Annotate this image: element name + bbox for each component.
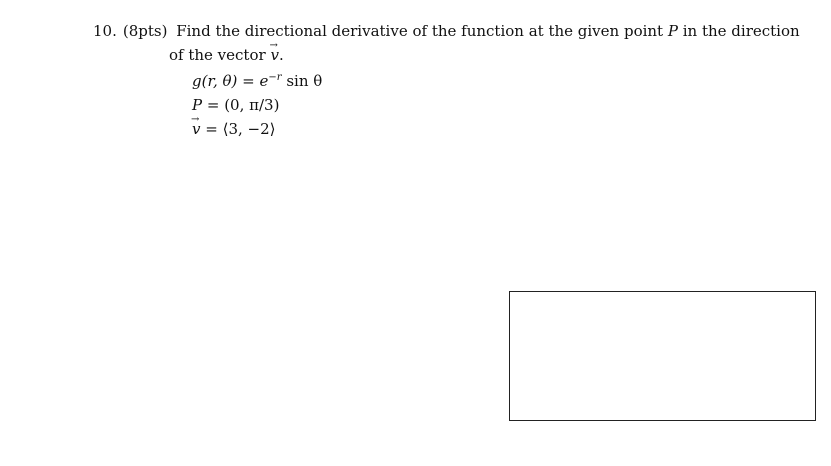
problem-number: 10. xyxy=(93,22,117,40)
vector-equation xyxy=(192,117,322,141)
problem-prompt-part2: in the direction xyxy=(682,22,800,40)
given-equations xyxy=(192,69,322,141)
vector-symbol: → v xyxy=(270,43,278,67)
function-equation xyxy=(192,69,322,93)
point-lhs: P xyxy=(192,96,203,114)
problem-line-1 xyxy=(93,19,813,43)
vector-lhs: → v xyxy=(192,117,200,141)
point-symbol: P xyxy=(667,22,678,40)
problem-statement xyxy=(93,19,813,67)
function-rhs: sin θ xyxy=(281,72,323,90)
problem-line-2 xyxy=(93,43,813,67)
problem-points: (8pts) xyxy=(122,22,168,40)
point-rhs: = (0, π/3) xyxy=(202,96,280,114)
answer-box[interactable] xyxy=(509,291,816,421)
problem-line2-prefix: of the vector xyxy=(169,46,266,64)
vector-rhs: = ⟨3, −2⟩ xyxy=(200,120,276,138)
function-lhs: g(r, θ) = e xyxy=(192,72,269,90)
problem-line2-suffix: . xyxy=(278,46,284,64)
problem-prompt-part1: Find the directional derivative of the function at the given point xyxy=(176,22,664,40)
function-exponent: −r xyxy=(268,72,282,83)
point-equation xyxy=(192,93,322,117)
